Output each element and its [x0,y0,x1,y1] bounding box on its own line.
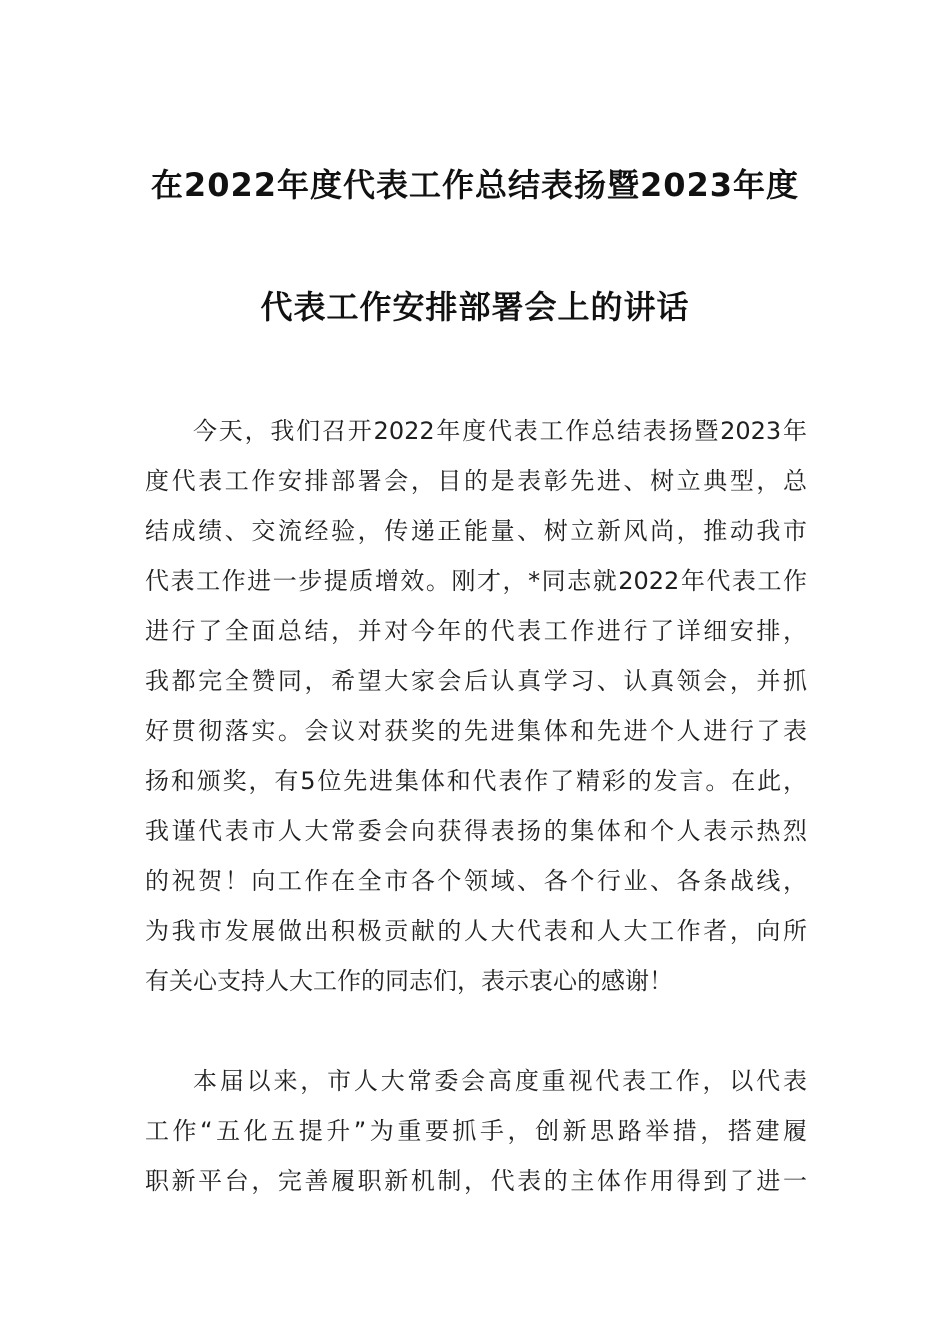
document-title-line-2: 代表工作安排部署会上的讲话 [260,288,690,326]
text-line: 好贯彻落实。会议对获奖的先进集体和先进个人进行了表 [145,717,807,745]
text-line: 工作“五化五提升”为重要抓手，创新思路举措，搭建履 [145,1117,807,1145]
text-line: 职新平台，完善履职新机制，代表的主体作用得到了进一 [145,1167,807,1195]
text-line: 扬和颁奖，有5位先进集体和代表作了精彩的发言。在此， [145,767,807,795]
text-line: 今天，我们召开2022年度代表工作总结表扬暨2023年 [193,417,807,445]
text-line: 本届以来，市人大常委会高度重视代表工作，以代表 [193,1067,807,1095]
document-title-line-1: 在2022年度代表工作总结表扬暨2023年度 [150,166,800,204]
text-line: 我都完全赞同，希望大家会后认真学习、认真领会，并抓 [145,667,807,695]
text-line: 结成绩、交流经验，传递正能量、树立新风尚，推动我市 [145,517,807,545]
text-line: 有关心支持人大工作的同志们，表示衷心的感谢！ [145,967,673,995]
text-line: 进行了全面总结，并对今年的代表工作进行了详细安排， [145,617,807,645]
text-line: 为我市发展做出积极贡献的人大代表和人大工作者，向所 [145,917,807,945]
text-line: 的祝贺！向工作在全市各个领域、各个行业、各条战线， [145,867,807,895]
paragraph-2 [145,1066,807,1216]
text-line: 代表工作进一步提质增效。刚才，*同志就2022年代表工作 [145,567,807,595]
text-line: 度代表工作安排部署会，目的是表彰先进、树立典型，总 [145,467,807,495]
text-line: 我谨代表市人大常委会向获得表扬的集体和个人表示热烈 [145,817,807,845]
paragraph-1 [145,416,807,1016]
